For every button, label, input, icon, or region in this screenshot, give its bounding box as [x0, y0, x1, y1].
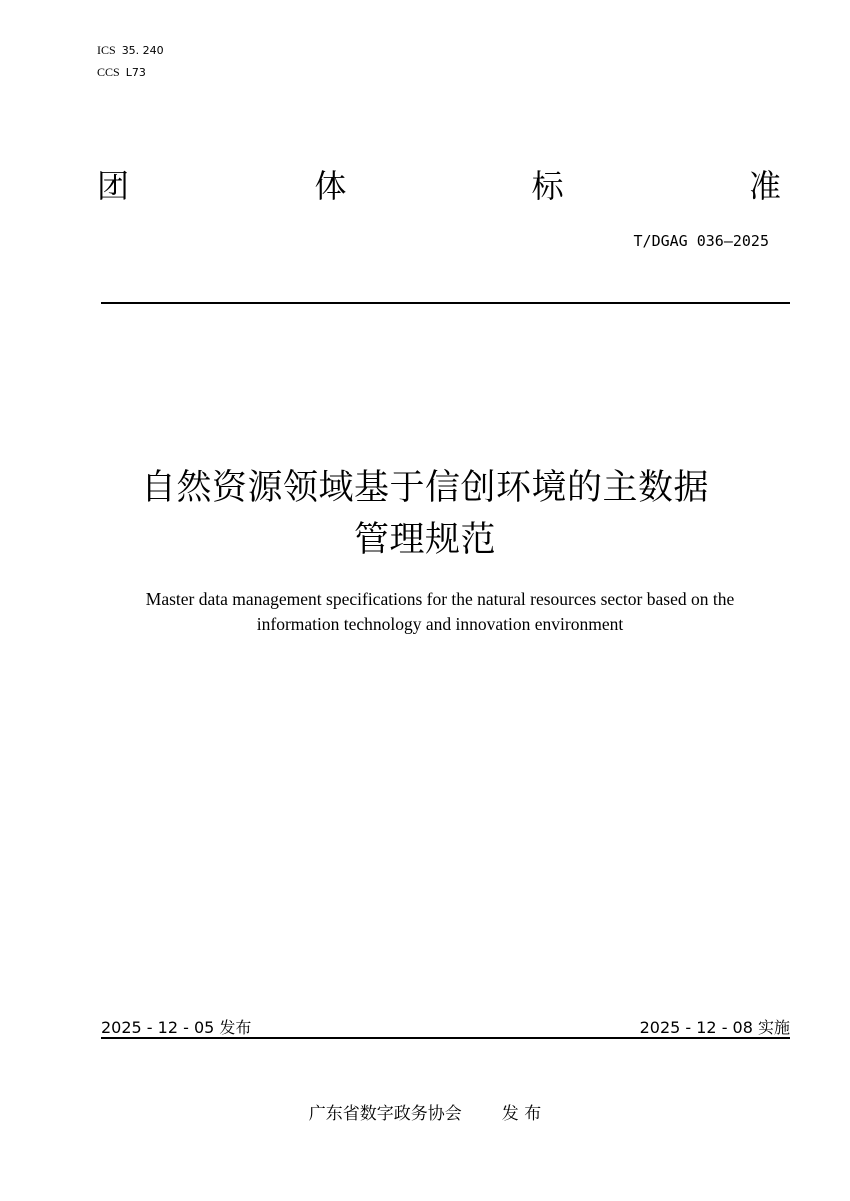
- publish-date: 2025 - 12 - 05 发布: [101, 1018, 252, 1037]
- bottom-divider: [101, 1037, 790, 1039]
- title-chinese: [60, 462, 790, 566]
- top-divider: [101, 302, 790, 304]
- standard-type-char: 准: [748, 167, 781, 205]
- standard-type-heading: [97, 162, 781, 206]
- ics-classification: [97, 42, 164, 59]
- standard-code: T/DGAG 036—2025: [633, 232, 769, 250]
- title-english-line-1: Master data management specifications for the natural resources sector based on the: [145, 589, 735, 609]
- standard-type-char: 体: [314, 167, 347, 205]
- title-english-line-2: information technology and innovation environment: [256, 614, 624, 634]
- publisher-name: 广东省数字政务协会: [308, 1104, 462, 1124]
- implement-date: 2025 - 12 - 08 实施: [639, 1018, 790, 1037]
- title-chinese-line-1: 自然资源领域基于信创环境的主数据: [140, 468, 709, 508]
- title-chinese-line-2: 管理规范: [353, 520, 496, 560]
- standard-type-char: 团: [97, 167, 130, 205]
- publisher-line: [0, 1099, 850, 1124]
- title-english: [80, 587, 800, 637]
- ics-value: 35. 240: [121, 44, 164, 57]
- publish-word: 发 布: [501, 1104, 542, 1124]
- ics-label: ICS: [97, 43, 116, 57]
- ccs-value: L73: [125, 66, 146, 79]
- ccs-classification: [97, 64, 146, 81]
- standard-type-char: 标: [531, 167, 564, 205]
- ccs-label: CCS: [97, 65, 120, 79]
